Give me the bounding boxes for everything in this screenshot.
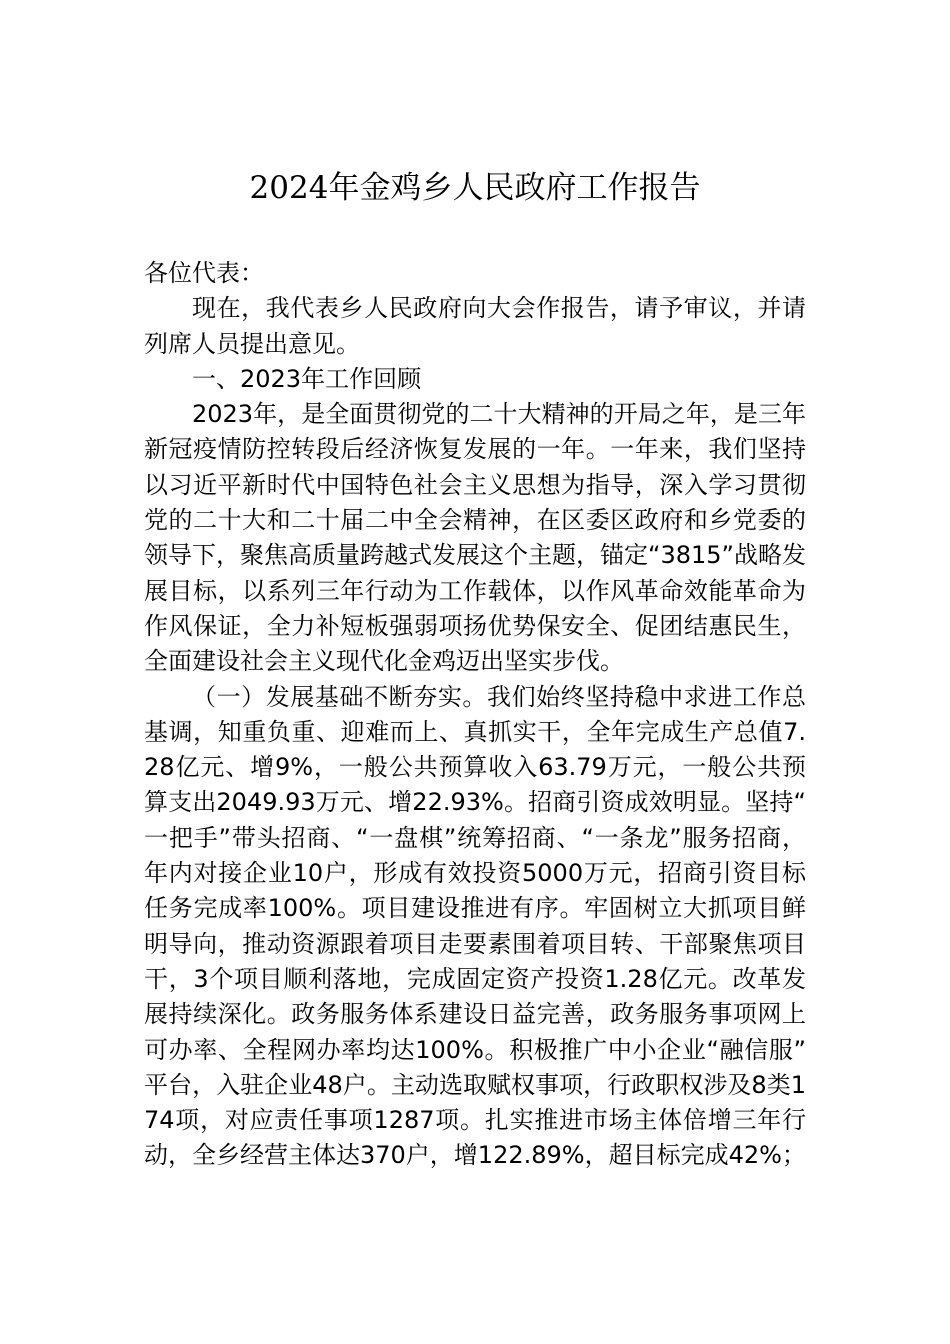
document-title: 2024年金鸡乡人民政府工作报告: [249, 170, 701, 206]
paragraph-intro: 现在，我代表乡人民政府向大会作报告，请予审议，并请列席人员提出意见。: [144, 294, 806, 358]
document-body: [144, 256, 806, 1174]
paragraph-development: （一）发展基础不断夯实。我们始终坚持稳中求进工作总基调，知重负重、迎难而上、真抓实干，全年完成生产总值7.28亿元、增9%，一般公共预算收入63.79万元，一般公共预算支出2049.93万元、增22.93%。招商引资成效明显。坚持“一把手”带头招商、“一盘棋”统筹招商、“一条龙”服务招商，年内对接企业10户，形成有效投资5000万元，招商引资目标任务完成率100%。项目建设推进有序。牢固树立大抓项目鲜明导向，推动资源跟着项目走要素围着项目转、干部聚焦项目干，3个项目顺利落地，完成固定资产投资1.28亿元。改革发展持续深化。政务服务体系建设日益完善，政务服务事项网上可办率、全程网办率均达100%。积极推广中小企业“融信服”平台，入驻企业48户。主动选取赋权事项，行政职权涉及8类174项，对应责任事项1287项。扎实推进市场主体倍增三年行动，全乡经营主体达370户，增122.89%，超目标完成42%；: [144, 682, 806, 1170]
section-heading: 一、2023年工作回顾: [192, 364, 422, 393]
salutation: 各位代表：: [144, 259, 264, 287]
paragraph-overview: 2023年，是全面贯彻党的二十大精神的开局之年，是三年新冠疫情防控转段后经济恢复发展的一年。一年来，我们坚持以习近平新时代中国特色社会主义思想为指导，深入学习贯彻党的二十大和二十届二中全会精神，在区委区政府和乡党委的领导下，聚焦高质量跨越式发展这个主题，锚定“3815”战略发展目标，以系列三年行动为工作载体，以作风革命效能革命为作风保证，全力补短板强弱项扬优势保安全、促团结惠民生，全面建设社会主义现代化金鸡迈出坚实步伐。: [144, 400, 806, 676]
